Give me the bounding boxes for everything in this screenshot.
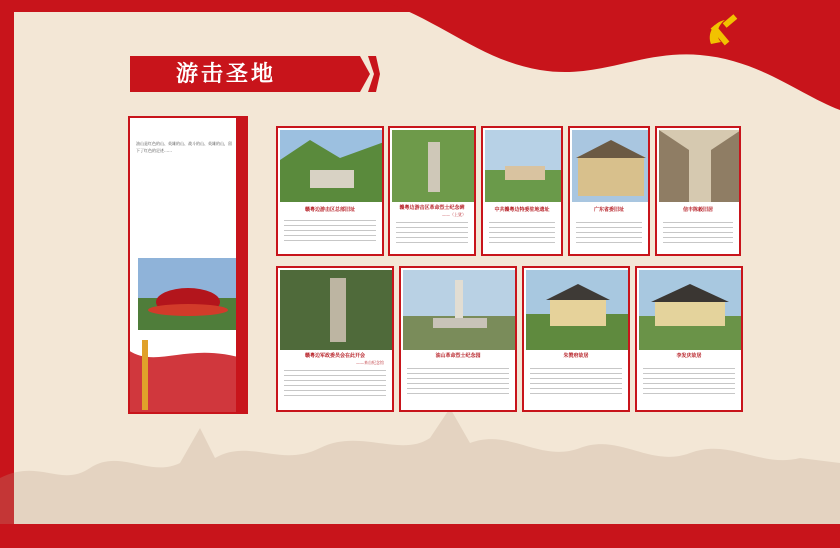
card-caption: 信丰陈毅旧居 (682, 207, 713, 213)
photo-card (276, 126, 384, 256)
card-subcaption: ——（上犹） (442, 212, 466, 217)
photo-card (655, 126, 741, 256)
intro-text: 油山是红色的山、英雄的山、战斗的山、英雄的山，留下了红色的足迹…… (136, 141, 232, 153)
photo-card (276, 266, 394, 412)
photo-card (388, 126, 476, 256)
photo-card (635, 266, 743, 412)
photo-card (481, 126, 563, 256)
card-photo (526, 270, 630, 350)
card-caption: 朱赞府故居 (563, 353, 589, 359)
card-photo (659, 130, 741, 202)
photo-card (568, 126, 650, 256)
photo-card (522, 266, 630, 412)
card-caption: 赣粤边游击区革命烈士纪念碑 (399, 205, 465, 211)
card-caption: 中共赣粤边特委驻地遗址 (494, 207, 550, 213)
card-caption: 赣粤边军政委员会在此开会 (304, 353, 365, 359)
card-caption: 赣粤边游击区总部旧址 (304, 207, 355, 213)
card-subcaption: ——来自纪念馆 (356, 360, 384, 365)
card-photo (572, 130, 650, 202)
hammer-sickle-icon (703, 14, 743, 54)
card-photo (280, 270, 394, 350)
card-photo (403, 270, 517, 350)
intro-photo (138, 258, 236, 330)
bottom-border (0, 524, 840, 548)
page-title: 游击圣地 (176, 61, 277, 87)
card-photo (639, 270, 743, 350)
card-photo (280, 130, 384, 202)
card-photo (392, 130, 476, 202)
card-photo (485, 130, 563, 202)
card-caption: 李发庆故居 (676, 353, 702, 359)
intro-decoration (128, 330, 248, 414)
card-caption: 广东省委旧址 (593, 207, 624, 213)
card-caption: 油山革命烈士纪念园 (435, 353, 481, 359)
photo-card (399, 266, 517, 412)
